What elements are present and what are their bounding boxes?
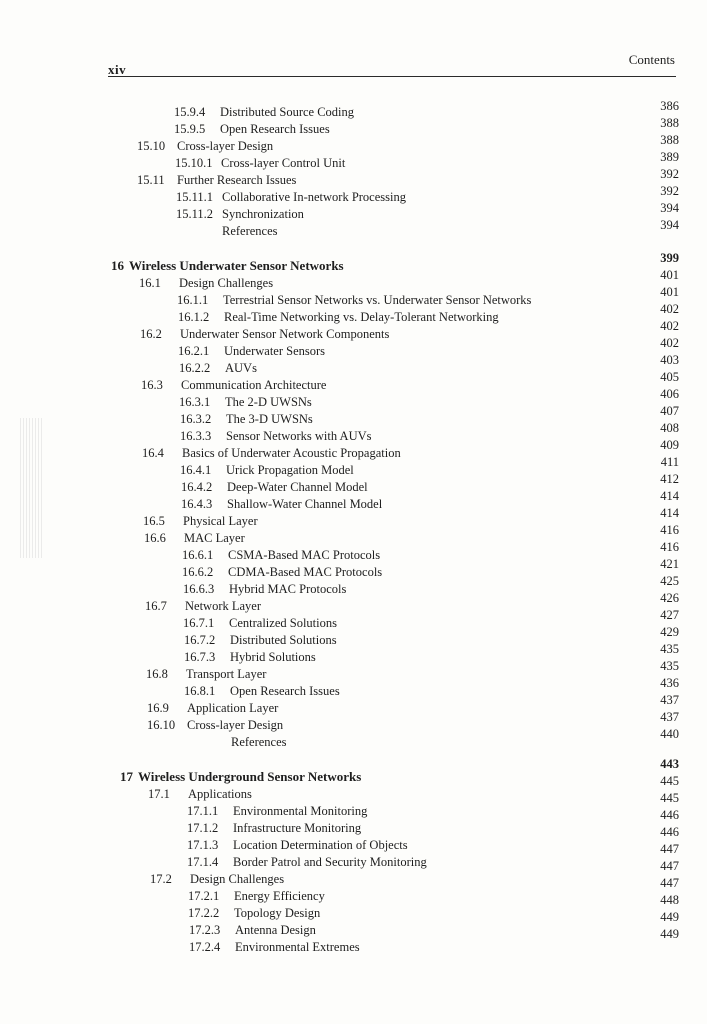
entry-number: 16.2.2: [179, 361, 211, 375]
entry-number: 16.5: [143, 514, 165, 528]
page-ref: 411: [660, 455, 679, 469]
entry-number: 16.2.1: [178, 344, 210, 358]
page-ref: 445: [660, 791, 679, 805]
entry-title: The 3-D UWSNs: [226, 412, 313, 426]
page-ref: 408: [660, 421, 679, 435]
entry-number: 16.6.3: [183, 582, 215, 596]
entry-title: CSMA-Based MAC Protocols: [228, 548, 381, 562]
page-ref: 436: [660, 676, 679, 690]
entry-title: Energy Efficiency: [234, 889, 325, 903]
entry-title: Antenna Design: [235, 923, 316, 937]
entry-number: 15.11: [137, 173, 165, 187]
entry-title: Design Challenges: [190, 872, 285, 886]
entry-number: 16.4.3: [181, 497, 213, 511]
entry-number: 17.1.2: [187, 821, 219, 835]
entry-title: Further Research Issues: [177, 173, 297, 187]
page-number: xiv: [108, 62, 127, 77]
page-ref: 416: [660, 523, 679, 537]
entry-number: 15.11.2: [176, 207, 214, 221]
page-ref: 388: [660, 116, 679, 130]
entry-number: 17.2.2: [188, 906, 220, 920]
page-ref: 445: [660, 774, 679, 788]
entry-number: 17.2: [150, 872, 172, 886]
entry-title: Physical Layer: [183, 514, 258, 528]
entry-title: Cross-layer Design: [177, 139, 274, 153]
page-ref: 447: [660, 842, 679, 856]
entry-title: Terrestrial Sensor Networks vs. Underwater Sensor Networks: [223, 293, 532, 307]
entry-number: 16.10: [147, 718, 176, 732]
page-ref: 435: [660, 659, 679, 673]
entry-number: 15.9.4: [174, 105, 206, 119]
entry-number: 17.2.4: [189, 940, 221, 954]
entry-title: Synchronization: [222, 207, 304, 221]
page-ref: 446: [660, 808, 679, 822]
page-ref: 403: [660, 353, 679, 367]
entry-title: Distributed Solutions: [230, 633, 337, 647]
entry-title: Hybrid Solutions: [230, 650, 316, 664]
entry-title: Real-Time Networking vs. Delay-Tolerant Networking: [224, 310, 499, 324]
page-ref: 440: [660, 727, 679, 741]
page-ref: 412: [660, 472, 679, 486]
page-ref: 407: [660, 404, 679, 418]
entry-title: Application Layer: [187, 701, 279, 715]
entry-title: Applications: [188, 787, 252, 801]
entry-title: Environmental Extremes: [235, 940, 360, 954]
entry-title: Centralized Solutions: [229, 616, 337, 630]
entry-title: Design Challenges: [179, 276, 274, 290]
entry-title: Wireless Underwater Sensor Networks: [129, 258, 344, 273]
page-ref: 394: [660, 218, 679, 232]
entry-title: Sensor Networks with AUVs: [226, 429, 372, 443]
entry-title: Communication Architecture: [181, 378, 327, 392]
entry-number: 15.9.5: [174, 122, 206, 136]
entry-title: The 2-D UWSNs: [225, 395, 312, 409]
entry-number: 16.6.1: [182, 548, 214, 562]
page-ref: 399: [660, 251, 679, 265]
entry-title: Environmental Monitoring: [233, 804, 368, 818]
page-ref: 447: [660, 876, 679, 890]
entry-number: 16.9: [147, 701, 169, 715]
page-ref: 414: [660, 489, 679, 503]
entry-number: 16.7.2: [184, 633, 216, 647]
entry-title: Topology Design: [234, 906, 321, 920]
entry-number: 16.1.2: [178, 310, 210, 324]
entry-number: 16.8.1: [184, 684, 216, 698]
page-ref: 409: [660, 438, 679, 452]
entry-title: Urick Propagation Model: [226, 463, 354, 477]
page-ref: 437: [660, 693, 679, 707]
entry-number: 16.3: [141, 378, 163, 392]
page-ref: 386: [660, 99, 679, 113]
page-ref: 389: [660, 150, 679, 164]
entry-number: 16.4.1: [180, 463, 212, 477]
page-ref: 427: [660, 608, 679, 622]
entry-title: Network Layer: [185, 599, 262, 613]
page-ref: 414: [660, 506, 679, 520]
entry-title: Location Determination of Objects: [233, 838, 408, 852]
page-ref: 449: [660, 927, 679, 941]
entry-number: 16.3.3: [180, 429, 212, 443]
entry-title: Cross-layer Control Unit: [221, 156, 346, 170]
entry-number: 16: [111, 258, 124, 273]
entry-title: Deep-Water Channel Model: [227, 480, 368, 494]
page-ref: 388: [660, 133, 679, 147]
entry-title: Underwater Sensor Network Components: [180, 327, 390, 341]
entry-title: Open Research Issues: [230, 684, 340, 698]
page-ref: 449: [660, 910, 679, 924]
entry-title: Open Research Issues: [220, 122, 330, 136]
page-ref: 435: [660, 642, 679, 656]
entry-number: 17.1.3: [187, 838, 219, 852]
entry-title: Basics of Underwater Acoustic Propagation: [182, 446, 401, 460]
entry-number: 16.7.3: [184, 650, 216, 664]
entry-title: Shallow-Water Channel Model: [227, 497, 383, 511]
page-ref: 429: [660, 625, 679, 639]
entry-number: 17.2.1: [188, 889, 220, 903]
entry-title: Infrastructure Monitoring: [233, 821, 362, 835]
entry-number: 17: [120, 769, 133, 784]
page-ref: 401: [660, 268, 679, 282]
page-ref: 405: [660, 370, 679, 384]
page-ref: 437: [660, 710, 679, 724]
entry-number: 15.11.1: [176, 190, 214, 204]
entry-number: 17.1.4: [187, 855, 219, 869]
entry-title: CDMA-Based MAC Protocols: [228, 565, 383, 579]
entry-title: Hybrid MAC Protocols: [229, 582, 347, 596]
entry-number: 15.10: [137, 139, 166, 153]
page-ref: 447: [660, 859, 679, 873]
entry-title: Collaborative In-network Processing: [222, 190, 406, 204]
entry-title: Distributed Source Coding: [220, 105, 355, 119]
entry-number: 16.1.1: [177, 293, 209, 307]
entry-number: 16.6: [144, 531, 166, 545]
page-ref: 448: [660, 893, 679, 907]
page-ref: 443: [660, 757, 679, 771]
entry-number: 17.1: [148, 787, 170, 801]
page-ref: 421: [660, 557, 679, 571]
entry-number: 16.7: [145, 599, 167, 613]
page-ref: 406: [660, 387, 679, 401]
entry-title: Transport Layer: [186, 667, 267, 681]
page-ref: 394: [660, 201, 679, 215]
page-ref: 392: [660, 167, 679, 181]
entry-number: 15.10.1: [175, 156, 213, 170]
page-ref: 416: [660, 540, 679, 554]
entry-title: Cross-layer Design: [187, 718, 284, 732]
entry-number: 16.4.2: [181, 480, 213, 494]
entry-number: 17.2.3: [189, 923, 221, 937]
entry-title: Wireless Underground Sensor Networks: [138, 769, 362, 784]
entry-number: 16.7.1: [183, 616, 215, 630]
entry-number: 16.8: [146, 667, 168, 681]
entry-number: 16.2: [140, 327, 162, 341]
entry-number: 16.3.2: [180, 412, 212, 426]
page-ref: 426: [660, 591, 679, 605]
entry-title: References: [222, 224, 278, 238]
entry-title: Border Patrol and Security Monitoring: [233, 855, 427, 869]
entry-number: 17.1.1: [187, 804, 219, 818]
page-ref: 425: [660, 574, 679, 588]
entry-number: 16.1: [139, 276, 161, 290]
entry-title: References: [231, 735, 287, 749]
entry-number: 16.3.1: [179, 395, 211, 409]
page-ref: 392: [660, 184, 679, 198]
entry-title: MAC Layer: [184, 531, 245, 545]
page-ref: 402: [660, 319, 679, 333]
entry-title: AUVs: [225, 361, 257, 375]
page-ref: 402: [660, 336, 679, 350]
entry-title: Underwater Sensors: [224, 344, 326, 358]
page-ref: 446: [660, 825, 679, 839]
page-ref: 401: [660, 285, 679, 299]
page-ref: 402: [660, 302, 679, 316]
entry-number: 16.6.2: [182, 565, 214, 579]
entry-number: 16.4: [142, 446, 164, 460]
running-title: Contents: [628, 52, 675, 67]
